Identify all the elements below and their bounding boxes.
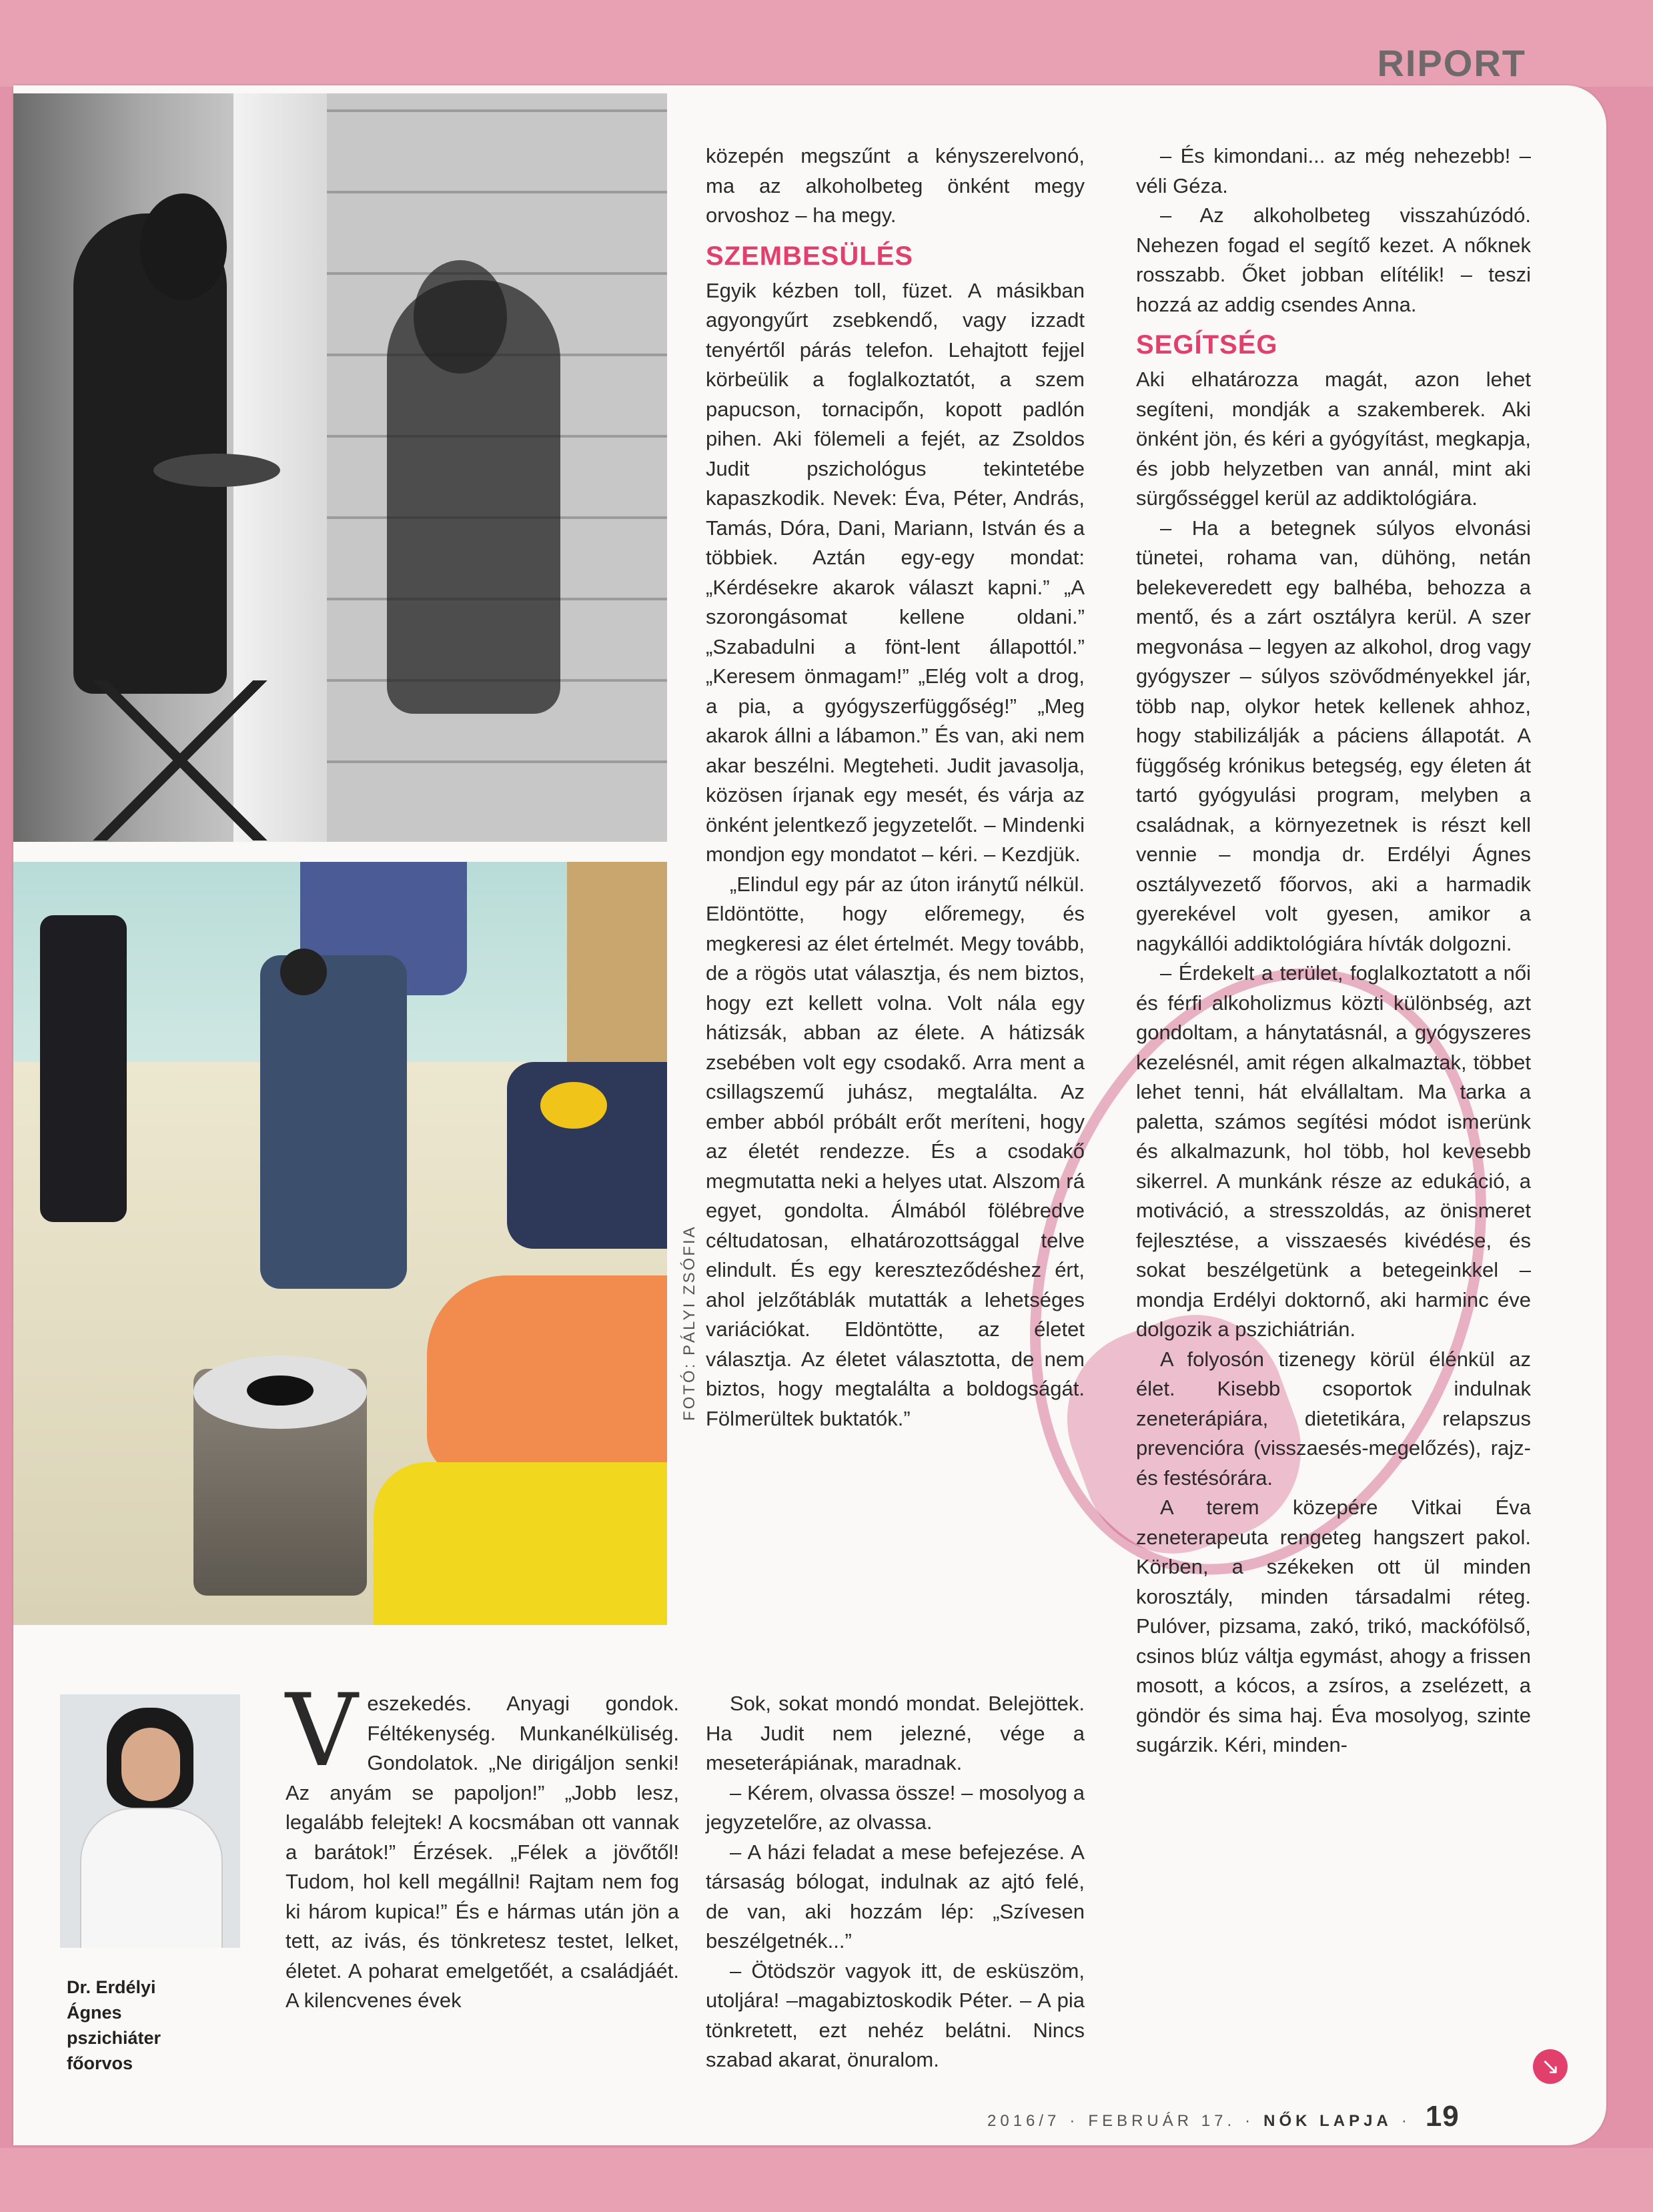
subheading-szembesules: SZEMBESÜLÉS (706, 241, 914, 271)
portrait-caption (67, 1975, 253, 2076)
article-column-3 (1136, 141, 1531, 1760)
bottom-frame (0, 2148, 1653, 2212)
photo-shadow-drummer (13, 93, 667, 842)
arrow-down-right-icon: ↘ (1533, 2049, 1568, 2084)
article-column-2 (706, 141, 1085, 1434)
article-lead (286, 1673, 679, 2016)
drop-cap: V (286, 1673, 358, 1789)
caption-line: főorvos (67, 2053, 133, 2073)
caption-line: pszichiáter (67, 2028, 161, 2048)
article-column-2-lower (706, 1689, 1085, 2075)
paragraph: „Elindul egy pár az úton iránytű nélkül. Eldöntötte, hogy előremegy, és megkeresi az élet értelmét. Megy tovább, de a rögös utat választja, és nem biztos, hogy ezt kellett volna. Volt nála egy hátizsák, abban az élete. A hátizsák zsebében volt egy csodakő. Arra ment a csillagszemű juhász, megtalálta. Az ember abból próbált erőt meríteni, hogy az életét rendezze. És a csodakő megmutatta neki a helyes utat. Alszom rá egyet, gondolta. Álmából fölébredve céltudatosan, elhatározottsággal telve elindult. És egy kereszteződéshez ért, ahol jelzőtáblák mutatták a lehetséges variációkat. Eldöntötte, az életet választja. Az életet választotta, de nem biztos, hogy megtalálta a boldogságát. Fölmerültek buktatók.” (706, 872, 1085, 1430)
paragraph: A terem közepére Vitkai Éva zeneterapeuta rengeteg hangszert pakol. Körben, a székeken ott ül minden korosztály, minden társadalmi réteg. Pulóver, pizsama, zakó, trikó, mackófölső, csinos blúz váltja egymást, ahogy a frissen mosott, a kócos, a zsíros, a zselézett, a göndör és sima haj. Éva mosolyog, szinte sugárzik. Kéri, minden- (1136, 1496, 1531, 1756)
issue-number: 2016/7 (987, 2112, 1061, 2130)
photo-credit: FOTÓ: PÁLYI ZSÓFIA (680, 1225, 698, 1421)
paragraph: Aki elhatározza magát, azon lehet segíteni, mondják a szakemberek. Aki önként jön, és kéri a gyógyítást, megkapja, és jobb helyzetben van annál, mint aki sürgősséggel kerül az addiktológiára. (1136, 368, 1531, 510)
magazine-name: NŐK LAPJA (1263, 2112, 1392, 2130)
portrait-photo (60, 1694, 240, 1948)
paragraph: Egyik kézben toll, füzet. A másikban agyongyűrt zsebkendő, vagy izzadt tenyértől párás telefon. Lehajtott fejjel körbeülik a foglalkoztatót, a szem papucson, tornacipőn, kopott padlón pihen. Aki fölemeli a fejét, az Zsoldos Judit pszichológus tekintetébe kapaszkodik. Nevek: Éva, Péter, András, Tamás, Dóra, Dani, Mariann, István és a többiek. Aztán egy-egy mondat: „Kérdésekre akarok választ kapni.” „A szorongásomat kellene oldani.” „Szabadulni a fönt-lent állapottól.” „Keresem önmagam!” „Elég volt a drog, a pia, a gyógyszerfüggőség!” „Meg akarok állni a lábamon.” És van, aki nem akar beszélni. Megteheti. Judit javasolja, közösen írjanak egy mesét, és várja az önként jelentkező jegyzetelőt. – Mindenki mondjon egy mondatot – kéri. – Kezdjük. (706, 278, 1085, 866)
page-footer: 2016/7 · FEBRUÁR 17. · NŐK LAPJA · 19 (987, 2100, 1460, 2133)
paragraph: – És kimondani... az még nehezebb! – véli Géza. (1136, 144, 1531, 197)
page-number: 19 (1425, 2100, 1460, 2133)
paragraph: – Ötödször vagyok itt, de esküszöm, utoljára! –magabiztoskodik Péter. – A pia tönkretett, ezt nehéz belátni. Nincs szabad akarat, önuralom. (706, 1959, 1085, 2071)
paragraph: – Ha a betegnek súlyos elvonási tünetei, rohama van, dühöng, netán belekeveredett egy balhéba, behozza a mentő, és a zárt osztályra kerül. A szer megvonása – legyen az alkohol, drog vagy gyógyszer – súlyos szövődményekkel jár, több nap, olykor hetek kellenek ahhoz, hogy stabilizálják a páciens állapotát. A függőség krónikus betegség, egy életen át tartó gyógyulási program, melyben a családnak, a környezetnek is részt kell vennie – mondja dr. Erdélyi Ágnes osztályvezető főorvos, aki a harmadik gyerekével volt gyesen, amikor a nagykállói addiktológiára hívták dolgozni. (1136, 516, 1531, 955)
caption-line: Dr. Erdélyi (67, 1977, 156, 1997)
caption-line: Ágnes (67, 2003, 122, 2023)
paragraph: Sok, sokat mondó mondat. Belejöttek. Ha Judit nem jelezné, vége a meseterápiának, maradnak. (706, 1692, 1085, 1774)
subheading-segitseg: SEGÍTSÉG (1136, 330, 1278, 360)
paragraph: – A házi feladat a mese befejezése. A társaság bólogat, indulnak az ajtó felé, de van, aki hozzám lép: „Szívesen beszélgetnék...” (706, 1840, 1085, 1953)
paragraph: – Az alkoholbeteg visszahúzódó. Nehezen fogad el segítő kezet. A nőknek rosszabb. Őket jobban elítélik! – teszi hozzá az addig csendes Anna. (1136, 203, 1531, 316)
lead-paragraph: eszekedés. Anyagi gondok. Féltékenység. Munkanélküliség. Gondolatok. „Ne dirigáljon senki! Az anyám se papoljon!” „Jobb lesz, legalább felejtek! A kocsmában ott vannak a barátok!” Érzések. „Félek a jövőtől! Tudom, hol kell megállni! Rajtam nem fog ki három kupica!” És e hármas után jön a tett, az ivás, és tönkretesz testet, lelket, életet. A poharat emelgetőét, a családjáét. A kilencvenes évek (286, 1692, 679, 2012)
paragraph: – Kérem, olvassa össze! – mosolyog a jegyzetelőre, az olvassa. (706, 1780, 1085, 1834)
section-label: RIPORT (1377, 42, 1526, 84)
paragraph: közepén megszűnt a kényszerelvonó, ma az alkoholbeteg önként megy orvoshoz – ha megy. (706, 144, 1085, 227)
paragraph: A folyosón tizenegy körül élénkül az élet. Kisebb csoportok indulnak zeneterápiára, dietetikára, relapszus prevencióra (visszaesés-megelőzés), rajz- és festésórára. (1136, 1347, 1531, 1490)
paragraph: – Érdekelt a terület, foglalkoztatott a női és férfi alkoholizmus közti különbség, azt gondoltam, a hánytatásnál, a gyógyszeres kezelésnél, amit régen alkalmaztak, többet lehet tenni, hát elvállaltam. Ma tarka a paletta, számos segítési módot ismerünk és alkalmazunk, hol több, hol kevesebb sikerrel. A munkánk része az edukáció, a motiváció, a stresszoldás, az önismeret fejlesztése, a visszaesés kivédése, és sokat beszélgetünk a betegeinkkel – mondja Erdélyi doktornő, aki harminc éve dolgozik a pszichiátrián. (1136, 961, 1531, 1341)
issue-date: FEBRUÁR 17. (1088, 2112, 1236, 2130)
photo-music-therapy (13, 862, 667, 1625)
